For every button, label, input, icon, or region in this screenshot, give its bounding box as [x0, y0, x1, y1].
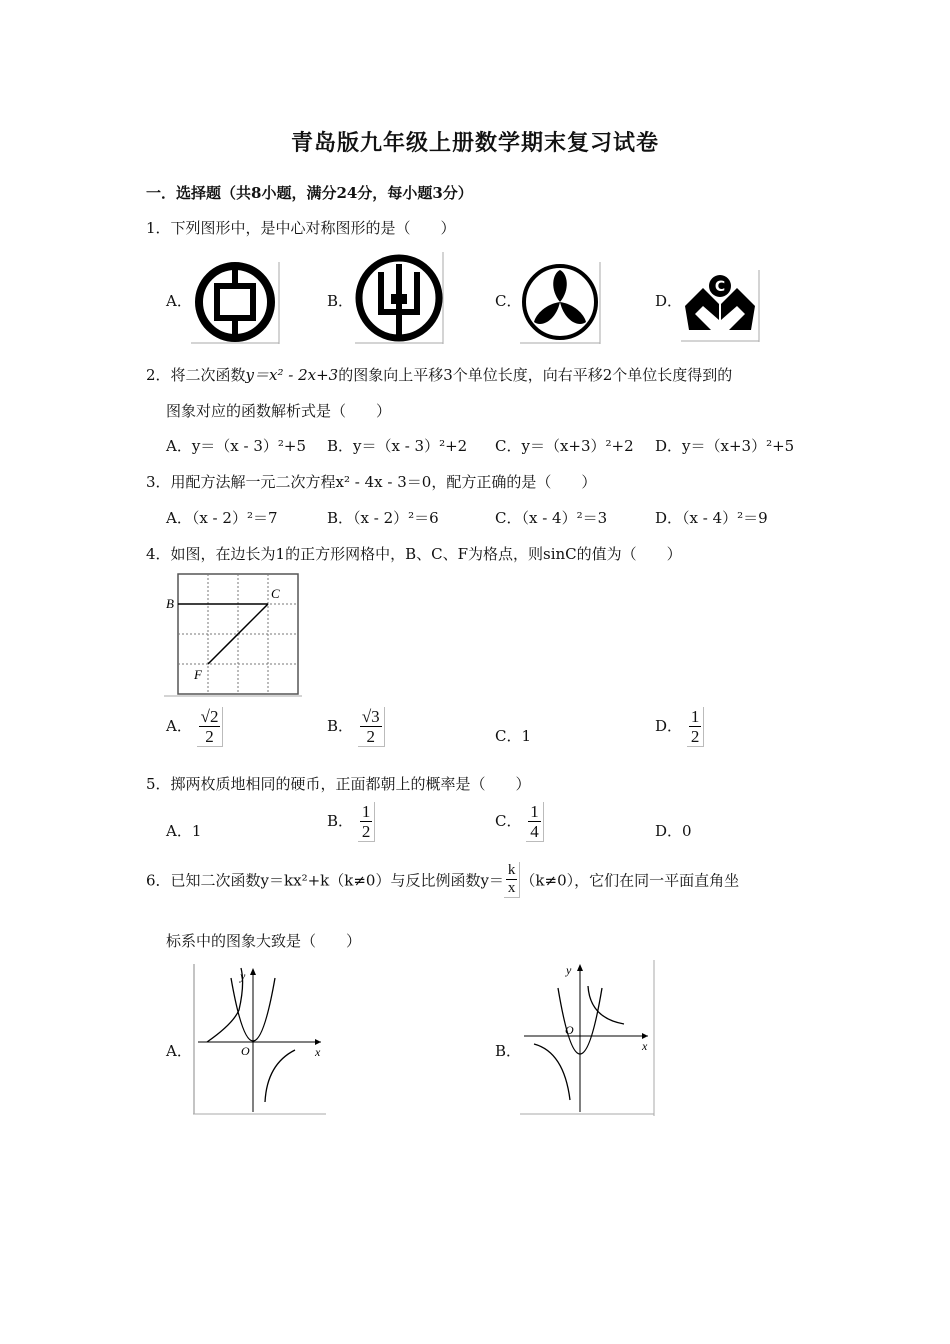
q5-option-d-value: 0	[682, 822, 692, 840]
q5-option-c-fraction	[526, 802, 544, 842]
label-c: C	[271, 586, 280, 601]
page-title: 青岛版九年级上册数学期末复习试卷	[290, 130, 659, 156]
q5-option-a-value: 1	[191, 822, 202, 840]
agricultural-bank-logo-icon	[355, 252, 445, 344]
x-axis-label: x	[642, 1039, 648, 1053]
numerator: 1	[530, 802, 539, 821]
question-5-stem: 5．掷两枚质地相同的硬币，正面都朝上的概率是（ ）	[146, 775, 531, 793]
q4-option-b-letter: B．	[327, 717, 354, 735]
q4-option-b-fraction	[358, 707, 385, 747]
y-axis-label: y	[566, 963, 572, 977]
q1-option-d-label: D．	[655, 292, 683, 310]
q4-option-a-letter: A．	[166, 717, 192, 735]
q2-option-c: C．y＝（x+3）²+2	[495, 437, 634, 455]
denominator: 2	[690, 727, 700, 746]
section-heading: 一．选择题（共8小题，满分24分，每小题3分）	[146, 184, 473, 202]
q2-function: y＝x² - 2x+3	[245, 366, 339, 384]
label-b: B	[166, 596, 174, 611]
q5-option-a	[166, 820, 201, 841]
q1-option-c-label: C．	[495, 292, 522, 310]
q2-option-b: B．y＝（x - 3）²+2	[327, 437, 468, 455]
grid-figure	[164, 572, 304, 698]
q6-fraction	[504, 862, 521, 898]
q4-option-a-fraction	[197, 707, 224, 747]
q2-option-d: D．y＝（x+3）²+5	[655, 437, 795, 455]
construction-bank-logo-icon	[681, 270, 761, 342]
origin-label: O	[241, 1044, 250, 1058]
denominator: 2	[361, 822, 371, 841]
numerator: √3	[361, 707, 380, 726]
three-leaf-symbol-icon	[520, 262, 602, 344]
q6-graph-b	[520, 960, 656, 1116]
q4-option-a	[166, 707, 223, 747]
question-3-stem: 3．用配方法解一元二次方程x² - 4x - 3＝0，配方正确的是（ ）	[146, 473, 597, 491]
q5-option-c	[495, 802, 544, 842]
q4-option-c-value: 1	[521, 727, 532, 745]
q4-option-d-fraction	[687, 707, 705, 747]
denominator: x	[507, 880, 516, 896]
q4-option-b	[327, 707, 385, 747]
q2-stem-prefix: 2．将二次函数	[146, 366, 246, 384]
q1-option-b-label: B．	[327, 292, 354, 310]
question-1-stem: 1．下列图形中，是中心对称图形的是（ ）	[146, 219, 456, 237]
question-4-stem: 4．如图，在边长为1的正方形网格中，B、C、F为格点，则sinC的值为（ ）	[146, 545, 682, 563]
numerator: 1	[690, 707, 700, 726]
q1-option-a-label: A．	[166, 292, 192, 310]
question-2-stem-line2: 图象对应的函数解析式是（ ）	[166, 402, 392, 420]
q5-option-a-letter: A．	[166, 822, 192, 840]
q3-option-d: D．（x - 4）²＝9	[655, 509, 768, 527]
label-f: F	[194, 667, 202, 682]
y-axis-label: y	[240, 969, 246, 983]
origin-label: O	[565, 1023, 574, 1037]
q3-option-c: C．（x - 4）²＝3	[495, 509, 608, 527]
q4-option-c	[495, 725, 531, 746]
q4-option-c-letter: C．	[495, 727, 522, 745]
q4-option-d-letter: D．	[655, 717, 683, 735]
q6-stem-suffix: （k≠0），它们在同一平面直角坐	[520, 871, 740, 890]
q5-option-b-letter: B．	[327, 812, 354, 830]
numerator: √2	[200, 707, 219, 726]
question-2-stem-line1	[146, 364, 732, 385]
numerator: 1	[361, 802, 371, 821]
svg-text:C: C	[714, 279, 726, 295]
denominator: 2	[205, 727, 214, 746]
q2-stem-suffix: 的图象向上平移3个单位长度，向右平移2个单位长度得到的	[338, 366, 733, 384]
q6-option-a-label: A．	[166, 1042, 192, 1060]
q6-graph-a	[193, 964, 328, 1116]
q3-option-a: A．（x - 2）²＝7	[166, 509, 278, 527]
question-6-stem-line1	[146, 862, 739, 898]
q5-option-b	[327, 802, 375, 842]
q2-option-a: A．y＝（x - 3）²+5	[166, 437, 307, 455]
denominator: 2	[366, 727, 375, 746]
numerator: k	[507, 862, 516, 878]
q5-option-d-letter: D．	[655, 822, 683, 840]
denominator: 4	[530, 822, 539, 841]
bank-of-china-logo-icon	[191, 262, 281, 344]
q5-option-d	[655, 820, 692, 841]
question-6-stem-line2: 标系中的图象大致是（ ）	[166, 932, 362, 950]
q5-option-c-letter: C．	[495, 812, 522, 830]
x-axis-label: x	[315, 1045, 321, 1059]
q4-option-d	[655, 707, 704, 747]
q6-stem-prefix: 6．已知二次函数y＝kx²+k（k≠0）与反比例函数y＝	[146, 871, 504, 890]
q3-option-b: B．（x - 2）²＝6	[327, 509, 439, 527]
q6-option-b-label: B．	[495, 1042, 522, 1060]
q5-option-b-fraction	[358, 802, 376, 842]
